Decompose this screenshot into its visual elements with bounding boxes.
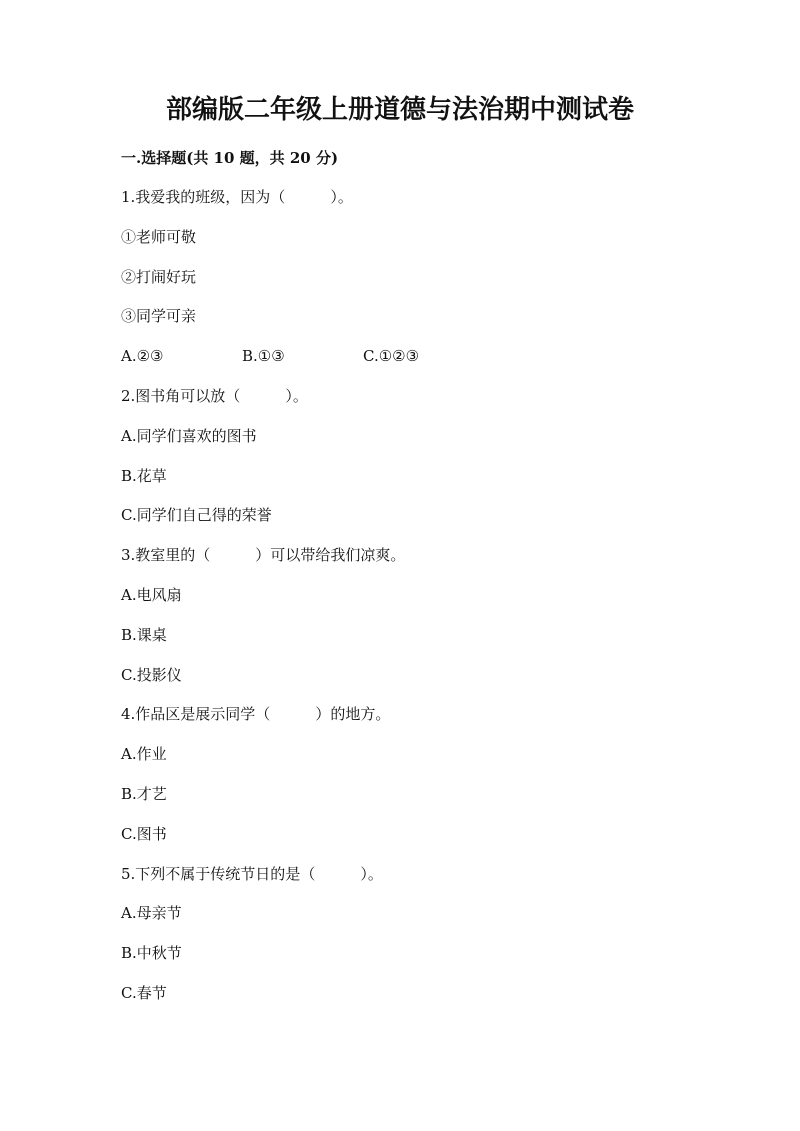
statement-item: ②打闹好玩 <box>121 267 197 286</box>
option-a: A.②③ <box>121 347 164 366</box>
question-stem: 2.图书角可以放（ ）。 <box>121 386 308 405</box>
option-a: A.母亲节 <box>121 904 182 923</box>
question-stem: 1.我爱我的班级，因为（ ）。 <box>121 188 353 206</box>
inline-options <box>121 346 721 386</box>
option-c: C.投影仪 <box>121 665 182 684</box>
option-b: B.中秋节 <box>121 944 182 963</box>
section-heading: 一.选择题(共 10 题，共 20 分) <box>121 149 339 167</box>
question-stem: 4.作品区是展示同学（ ）的地方。 <box>121 705 391 724</box>
option-c: C.图书 <box>121 824 167 843</box>
question-stem: 3.教室里的（ ）可以带给我们凉爽。 <box>121 546 406 565</box>
statement-item: ①老师可敬 <box>121 227 197 246</box>
question-stem: 5.下列不属于传统节日的是（ ）。 <box>121 864 383 883</box>
option-c: C.春节 <box>121 983 167 1002</box>
option-b: B.①③ <box>242 347 285 366</box>
statement-item: ③同学可亲 <box>121 307 197 326</box>
question-list <box>121 187 721 1023</box>
option-a: A.作业 <box>121 745 167 764</box>
option-a: A.同学们喜欢的图书 <box>121 426 257 445</box>
option-a: A.电风扇 <box>121 585 182 604</box>
page-title: 部编版二年级上册道德与法治期中测试卷 <box>165 95 634 125</box>
option-c: C.①②③ <box>363 347 420 366</box>
option-b: B.花草 <box>121 466 167 485</box>
option-b: B.课桌 <box>121 625 167 644</box>
option-c: C.同学们自己得的荣誉 <box>121 506 272 525</box>
option-b: B.才艺 <box>121 784 167 803</box>
